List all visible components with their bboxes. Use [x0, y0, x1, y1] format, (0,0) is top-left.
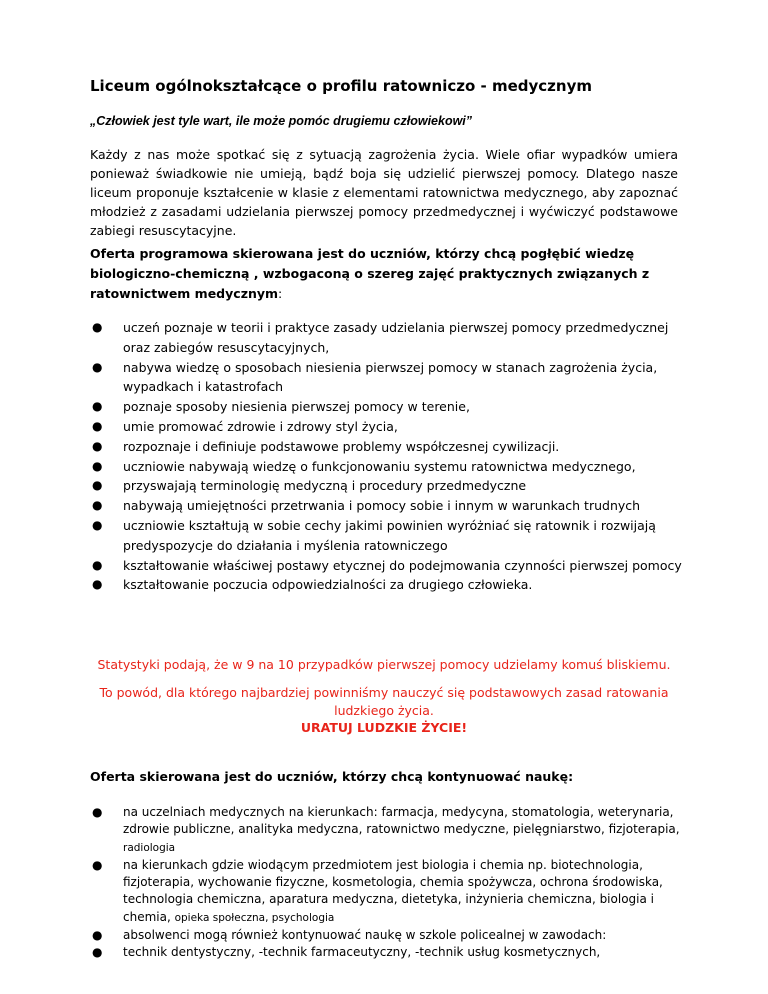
bullet-icon: ●: [92, 320, 103, 334]
list-item-text: nabywają umiejętności przetrwania i pomocy sobie i innym w warunkach trudnych: [123, 498, 641, 514]
bullet-icon: ●: [92, 577, 103, 592]
offer-heading: [90, 244, 690, 304]
list-item: [90, 516, 690, 556]
list-item: [90, 556, 690, 576]
list-item: [90, 944, 690, 961]
bullet-icon: ●: [92, 399, 103, 414]
bullet-icon: ●: [92, 857, 103, 872]
continue-heading: Oferta skierowana jest do uczniów, którzy chcą kontynuować naukę:: [90, 769, 574, 784]
list-item: [90, 417, 690, 437]
bullet-icon: ●: [92, 557, 103, 572]
list-item-text: umie promować zdrowie i zdrowy styl życia,: [123, 418, 398, 434]
list-item-text: uczniowie kształtują w sobie cechy jakimi powinien wyróżniać się ratownik i rozwijają predyspozycje do działania i myślenia ratowniczego: [123, 517, 656, 553]
list-item: [90, 927, 690, 944]
intro-paragraph: Każdy z nas może spotkać się z sytuacją zagrożenia życia. Wiele ofiar wypadków umiera ponieważ świadkowie nie umieją, bądź boja się udzielić pierwszej pomocy. Dlatego nasze liceum proponuje kształcenie w klasie z elementami ratownictwa medycznego, aby zapoznać młodzież z zasadami udzielania pierwszej pomocy przedmedycznej i wyćwiczyć podstawowe zabiegi resuscytacyjne.: [90, 147, 678, 238]
list-item: [90, 496, 690, 516]
list-item-text: rozpoznaje i definiuje podstawowe problemy współczesnej cywilizacji.: [123, 438, 560, 454]
list-item-text: na uczelniach medycznych na kierunkach: farmacja, medycyna, stomatologia, weterynaria, zdrowie publiczne, analityka medyczna, ratownictwo medyczne, pielęgniarstwo, fizjoterapia,: [123, 805, 680, 837]
save-life-slogan: URATUJ LUDZKIE ŻYCIE!: [300, 720, 468, 735]
list-item: [90, 575, 690, 595]
list-item-text: nabywa wiedzę o sposobach niesienia pierwszej pomocy w stanach zagrożenia życia, wypadkach i katastrofach: [123, 359, 658, 395]
bullet-icon: ●: [92, 805, 103, 819]
list-item-text-small: opieka społeczna, psychologia: [174, 911, 335, 924]
list-item-text: poznaje sposoby niesienia pierwszej pomocy w terenie,: [123, 399, 470, 415]
offer-heading-colon: :: [278, 286, 283, 301]
list-item: [90, 857, 690, 927]
bullet-icon: ●: [92, 438, 103, 453]
list-item-text: kształtowanie właściwej postawy etycznej do podejmowania czynności pierwszej pomocy: [123, 557, 682, 573]
offer-heading-text: Oferta programowa skierowana jest do uczniów, którzy chcą pogłębić wiedzę biologiczno-chemiczną , wzbogaconą o szereg zajęć praktycznych związanych z ratownictwem medycznym: [90, 246, 650, 301]
statistics-text: Statystyki podają, że w 9 na 10 przypadków pierwszej pomocy udzielamy komuś bliskiemu.: [97, 657, 671, 672]
statistics-callout: [90, 655, 678, 736]
list-item: [90, 476, 690, 496]
list-item: [90, 437, 690, 457]
list-item-text: kształtowanie poczucia odpowiedzialności za drugiego człowieka.: [123, 577, 533, 593]
list-item: [90, 318, 690, 358]
continue-list: [90, 804, 690, 962]
bullet-icon: ●: [92, 418, 103, 433]
document-title: Liceum ogólnokształcące o profilu ratowniczo - medycznym: [90, 77, 592, 95]
list-item-text: technik dentystyczny, -technik farmaceutyczny, -technik usług kosmetycznych,: [123, 945, 601, 960]
list-item-text: na kierunkach gdzie wiodącym przedmiotem jest biologia i chemia np. biotechnologia, fizjoterapia, wychowanie fizyczne, kosmetologia, chemia spożywcza, ochrona środowiska, technologia chemiczna, aparatura medyczna, dietetyka, inżynieria chemiczna, biologia i chemia,: [123, 857, 663, 924]
program-list: [90, 318, 690, 595]
list-item-text: przyswajają terminologię medyczną i procedury przedmedyczne: [123, 478, 527, 494]
list-item: [90, 397, 690, 417]
motto-quote: „Człowiek jest tyle wart, ile może pomóc drugiemu człowiekowi”: [90, 114, 473, 128]
list-item-text: uczniowie nabywają wiedzę o funkcjonowaniu systemu ratownictwa medycznego,: [123, 458, 636, 474]
bullet-icon: ●: [92, 478, 103, 493]
list-item: [90, 358, 690, 398]
bullet-icon: ●: [92, 359, 103, 374]
bullet-icon: ●: [92, 498, 103, 513]
reason-text: To powód, dla którego najbardziej powinniśmy nauczyć się podstawowych zasad ratowania ludzkiego życia.: [99, 685, 669, 718]
list-item-text: absolwenci mogą również kontynuować naukę w szkole policealnej w zawodach:: [123, 928, 607, 943]
bullet-icon: ●: [92, 945, 103, 960]
bullet-icon: ●: [92, 928, 103, 943]
list-item-text-small: radiologia: [123, 841, 176, 854]
bullet-icon: ●: [92, 517, 103, 532]
list-item: [90, 804, 690, 857]
bullet-icon: ●: [92, 458, 103, 473]
list-item-text: uczeń poznaje w teorii i praktyce zasady udzielania pierwszej pomocy przedmedycznej oraz zabiegów resuscytacyjnych,: [123, 320, 669, 355]
list-item: [90, 457, 690, 477]
